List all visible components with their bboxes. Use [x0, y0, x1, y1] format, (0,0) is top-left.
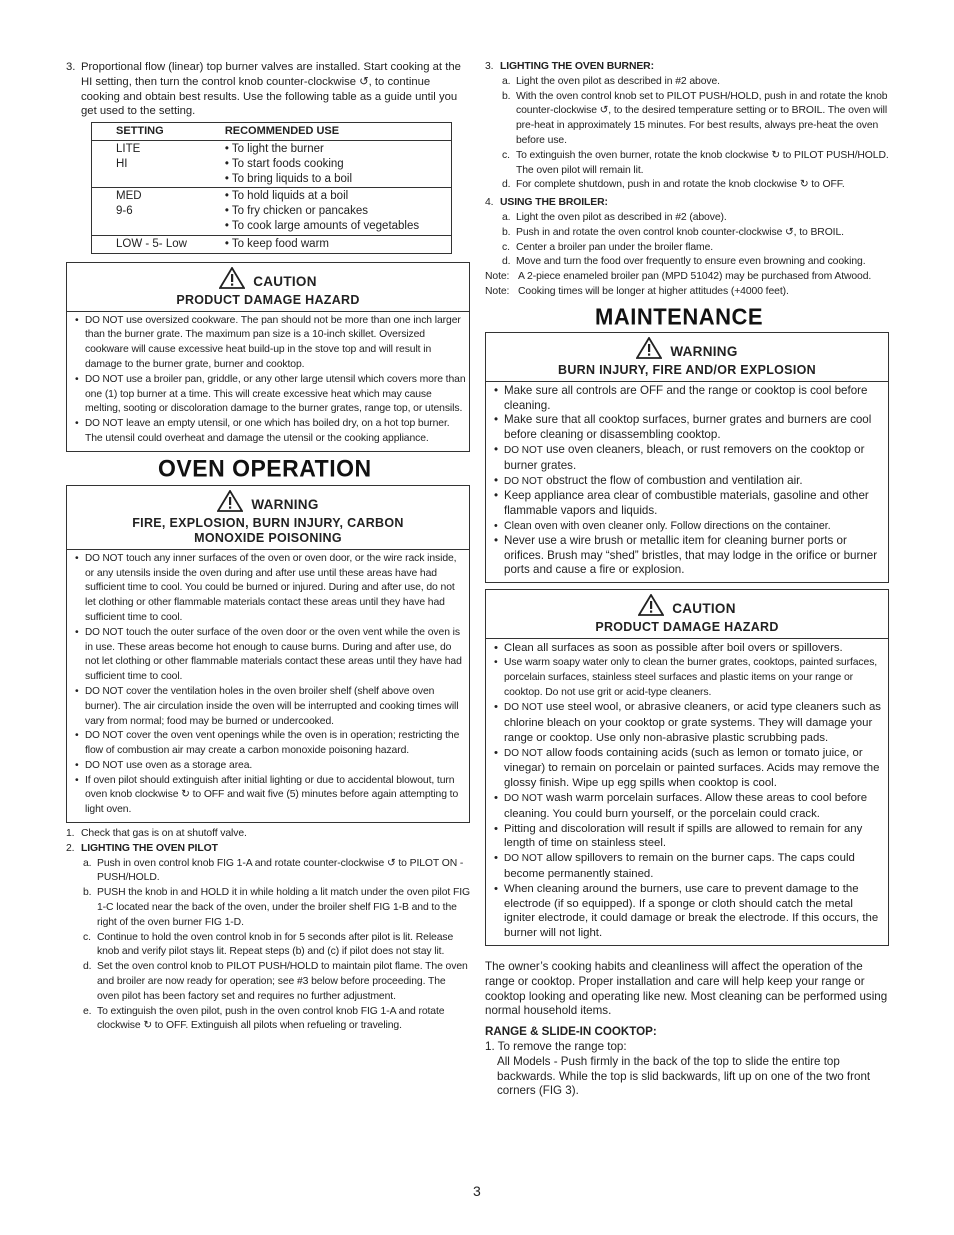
list-item: • Keep appliance area clear of combustible materials, gasoline and other flammable vapors and liquids.: [488, 489, 886, 519]
list-item: • Pitting and discoloration will result if spills are allowed to remain for any length of time on stainless steel.: [488, 822, 886, 852]
list-item: • DO NOT leave an empty utensil, or one which has boiled dry, on a hot top burner. The utensil could overheat and damage the utensil or the cooking appliance.: [69, 417, 467, 447]
right-column: [485, 60, 889, 1099]
maintenance-intro: The owner’s cooking habits and cleanliness will affect the operation of the range or cooktop. Proper installation and care will help keep your range or cooktop looking and operating like new. Most cleaning can be performed using normal household items.: [485, 960, 888, 1018]
caution-title: CAUTION: [253, 273, 317, 289]
list-item: • Use warm soapy water only to clean the burner grates, cooktops, painted surfaces, porcelain surfaces, stainless steel surfaces and plastic items on your range or cooktop. Do not use grit or acid-type cleaners.: [488, 656, 886, 700]
list-item: • DO NOT cover the oven vent openings while the oven is in operation; restricting the flow of combustion air may create a carbon monoxide poisoning hazard.: [69, 729, 467, 759]
range-step-1: 1. To remove the range top:: [485, 1040, 627, 1054]
step-1: 1. Check that gas is on at shutoff valve.: [66, 828, 247, 840]
table-header-setting: SETTING: [92, 123, 201, 141]
list-item: a. Light the oven pilot as described in #2 above.: [502, 75, 720, 87]
list-item: d. Move and turn the food over frequently to ensure even browning and cooking.: [502, 256, 866, 268]
list-item: • Clean oven with oven cleaner only. Follow directions on the container.: [488, 519, 886, 534]
warning-triangle-icon: [217, 490, 243, 516]
oven-operation-heading: OVEN OPERATION: [158, 454, 372, 482]
list-item: • DO NOT wash warm porcelain surfaces. Allow these areas to cool before cleaning. You could burn yourself, or the porcelain could crack.: [488, 791, 886, 822]
warning-triangle-icon: [219, 267, 245, 293]
warning-triangle-icon: [638, 594, 664, 620]
list-item: • DO NOT cover the ventilation holes in the oven broiler shelf (shelf above oven burner). The air circulation inside the oven will be interrupted and cooking times will vary from normal; food may be burned or undercooked.: [69, 685, 467, 729]
list-item: b. PUSH the knob in and HOLD it in while holding a lit match under the oven pilot FIG 1-C located near the back of the oven, under the broiler shelf FIG 1-B and to the right of the oven burner FIG 1-D.: [83, 887, 470, 928]
warning-subtitle: BURN INJURY, FIRE AND/OR EXPLOSION: [558, 362, 816, 377]
caution-subtitle: PRODUCT DAMAGE HAZARD: [176, 292, 360, 307]
warning-title: WARNING: [251, 496, 319, 512]
caution-title: CAUTION: [672, 601, 736, 617]
range-cooktop-title: RANGE & SLIDE-IN COOKTOP:: [485, 1025, 657, 1039]
list-item: • DO NOT touch the outer surface of the oven door or the oven vent while the oven is in use. These areas become hot enough to cause burns. During and after use, do not let clothing or other flammable materials contact these areas until they have had sufficient time to cool.: [69, 626, 467, 685]
list-item: d. Set the oven control knob to PILOT PUSH/HOLD to maintain pilot flame. The oven and broiler are now ready for operation; see #3 below before proceeding. The oven pilot has been factory set and requires no further adjustment.: [83, 961, 468, 1002]
list-item: • Make sure that all cooktop surfaces, burner grates and burners are cool before cleaning or disassembling cooktop.: [488, 413, 886, 443]
table-row: LITE HI • To light the burner • To start foods cooking • To bring liquids to a boil: [116, 142, 353, 185]
list-item: • Never use a wire brush or metallic item for cleaning burner ports or orifices. Brush may “shed” bristles, that may lodge in the orifice or burner ports and cause a fire or explosion.: [488, 534, 886, 578]
list-item: • DO NOT allow spillovers to remain on the burner caps. The caps could become permanently stained.: [488, 851, 886, 882]
page-number: 3: [473, 1183, 481, 1199]
warning-title: WARNING: [670, 343, 738, 359]
note: Note: A 2-piece enameled broiler pan (MPD 51042) may be purchased from Atwood.: [485, 271, 872, 283]
list-item: • If oven pilot should extinguish after initial lighting or due to accidental blowout, turn oven knob clockwise ↻ to OFF and wait five (5) minutes before again attempting to light oven.: [69, 774, 467, 818]
list-item: • When cleaning around the burners, use care to prevent damage to the electrode (if so equipped). If a sponge or cloth should catch the metal igniter electrode, it could damage or break the electrode. If this occurs, the burner will not light.: [488, 882, 886, 941]
maintenance-heading: MAINTENANCE: [595, 303, 764, 330]
warning-subtitle: FIRE, EXPLOSION, BURN INJURY, CARBON MONOXIDE POISONING: [132, 515, 404, 545]
caution-subtitle: PRODUCT DAMAGE HAZARD: [595, 620, 779, 635]
list-item: • DO NOT allow foods containing acids (such as lemon or tomato juice, or vinegar) to remain on porcelain or painted surfaces. Acids may remove the glossy finish. Wipe up egg spills when cooktop is cool.: [488, 746, 886, 791]
table-row: LOW - 5- Low • To keep food warm: [92, 235, 452, 253]
note: Note: Cooking times will be longer at higher attitudes (+4000 feet).: [485, 285, 789, 297]
caution-box: [66, 262, 470, 452]
list-item: • DO NOT obstruct the flow of combustion and ventilation air.: [488, 474, 886, 490]
list-item: b. With the oven control knob set to PILOT PUSH/HOLD, push in and rotate the knob counter-clockwise ↺, to the desired temperature setting or to BROIL. The oven will pre-heat in approximately 15 minutes. For best results, always pre-heat the oven before use.: [502, 90, 888, 146]
list-item: • DO NOT use steel wool, or abrasive cleaners, or acid type cleaners such as chlorine bleach on your cooktop or grate systems. They will damage your range or cooktop. Use only non-abrasive plastic scrubbing pads.: [488, 700, 886, 745]
warning-box: [485, 332, 889, 583]
list-item: c. To extinguish the oven burner, rotate the knob clockwise ↻ to PILOT PUSH/HOLD. The oven pilot will remain lit.: [502, 149, 889, 176]
list-item: e. To extinguish the oven pilot, push in the oven control knob FIG 1-A and rotate clockwise ↻ to OFF. Extinguish all pilots when refueling or traveling.: [83, 1005, 445, 1032]
step-2: 2. LIGHTING THE OVEN PILOT: [66, 842, 218, 854]
step-3-proportional-flow: 3. Proportional flow (linear) top burner valves are installed. Start cooking at the HI setting, then turn the control knob counter-clockwise ↺, to continue cooking and obtain best results. Use the following table as a guide until you get used to the setting.: [66, 61, 461, 118]
list-item: • DO NOT use oven cleaners, bleach, or rust removers on the cooktop or burner grates.: [488, 443, 886, 474]
list-item: • Clean all surfaces as soon as possible after boil overs or spillovers.: [488, 641, 886, 656]
list-item: b. Push in and rotate the oven control knob counter-clockwise ↺, to BROIL.: [502, 226, 844, 238]
list-item: c. Continue to hold the oven control knob in for 5 seconds after pilot is lit. Release knob and verify pilot stays lit. Repeat steps (b) and (c) if pilot does not stay lit.: [83, 931, 454, 958]
table-row: MED 9-6 • To hold liquids at a boil • To fry chicken or pancakes • To cook large amounts of vegetables: [92, 188, 452, 235]
list-item: a. Light the oven pilot as described in #2 (above).: [502, 211, 727, 223]
warning-box: [66, 485, 470, 823]
list-item: • Make sure all controls are OFF and the range or cooktop is cool before cleaning.: [488, 384, 886, 414]
list-item: • DO NOT touch any inner surfaces of the oven or oven door, or the wire rack inside, or any utensils inside the oven during and after use until these areas have had sufficient time to cool. You could be burned or injured. During and after use, do not let clothing or other flammable materials contact these areas until they have had sufficient time to cool.: [69, 552, 467, 626]
left-column: [66, 60, 470, 1034]
list-item: • DO NOT use a broiler pan, griddle, or any other large utensil which covers more than one (1) top burner at a time. This will create excessive heat which may cause melting, sooting or discoloration damage to the burner grates, range top, or utensils.: [69, 373, 467, 417]
range-text: All Models - Push firmly in the back of the top to slide the entire top backwards. While the top is slid backwards, lift up on one of the two front corners (FIG 3).: [497, 1054, 871, 1098]
table-header-use: RECOMMENDED USE: [201, 123, 452, 141]
step-4: 4. USING THE BROILER:: [485, 197, 608, 209]
caution-box: [485, 589, 889, 946]
warning-triangle-icon: [636, 337, 662, 363]
list-item: • DO NOT use oven as a storage area.: [69, 759, 467, 774]
list-item: • DO NOT use oversized cookware. The pan should not be more than one inch larger than the burner grate. The maximum pan size is a 10-inch skillet. Oversized cookware will cause excessive heat build-up in the stove top and will result in damage to the burner grate, burner and cooktop.: [69, 314, 467, 373]
list-item: c. Center a broiler pan under the broiler flame.: [502, 241, 714, 253]
settings-table: [91, 122, 452, 253]
list-item: a. Push in oven control knob FIG 1-A and rotate counter-clockwise ↺ to PILOT ON - PUSH/HOLD.: [83, 857, 464, 884]
list-item: d. For complete shutdown, push in and rotate the knob clockwise ↻ to OFF.: [502, 179, 845, 191]
step-3: 3. LIGHTING THE OVEN BURNER:: [485, 61, 654, 72]
